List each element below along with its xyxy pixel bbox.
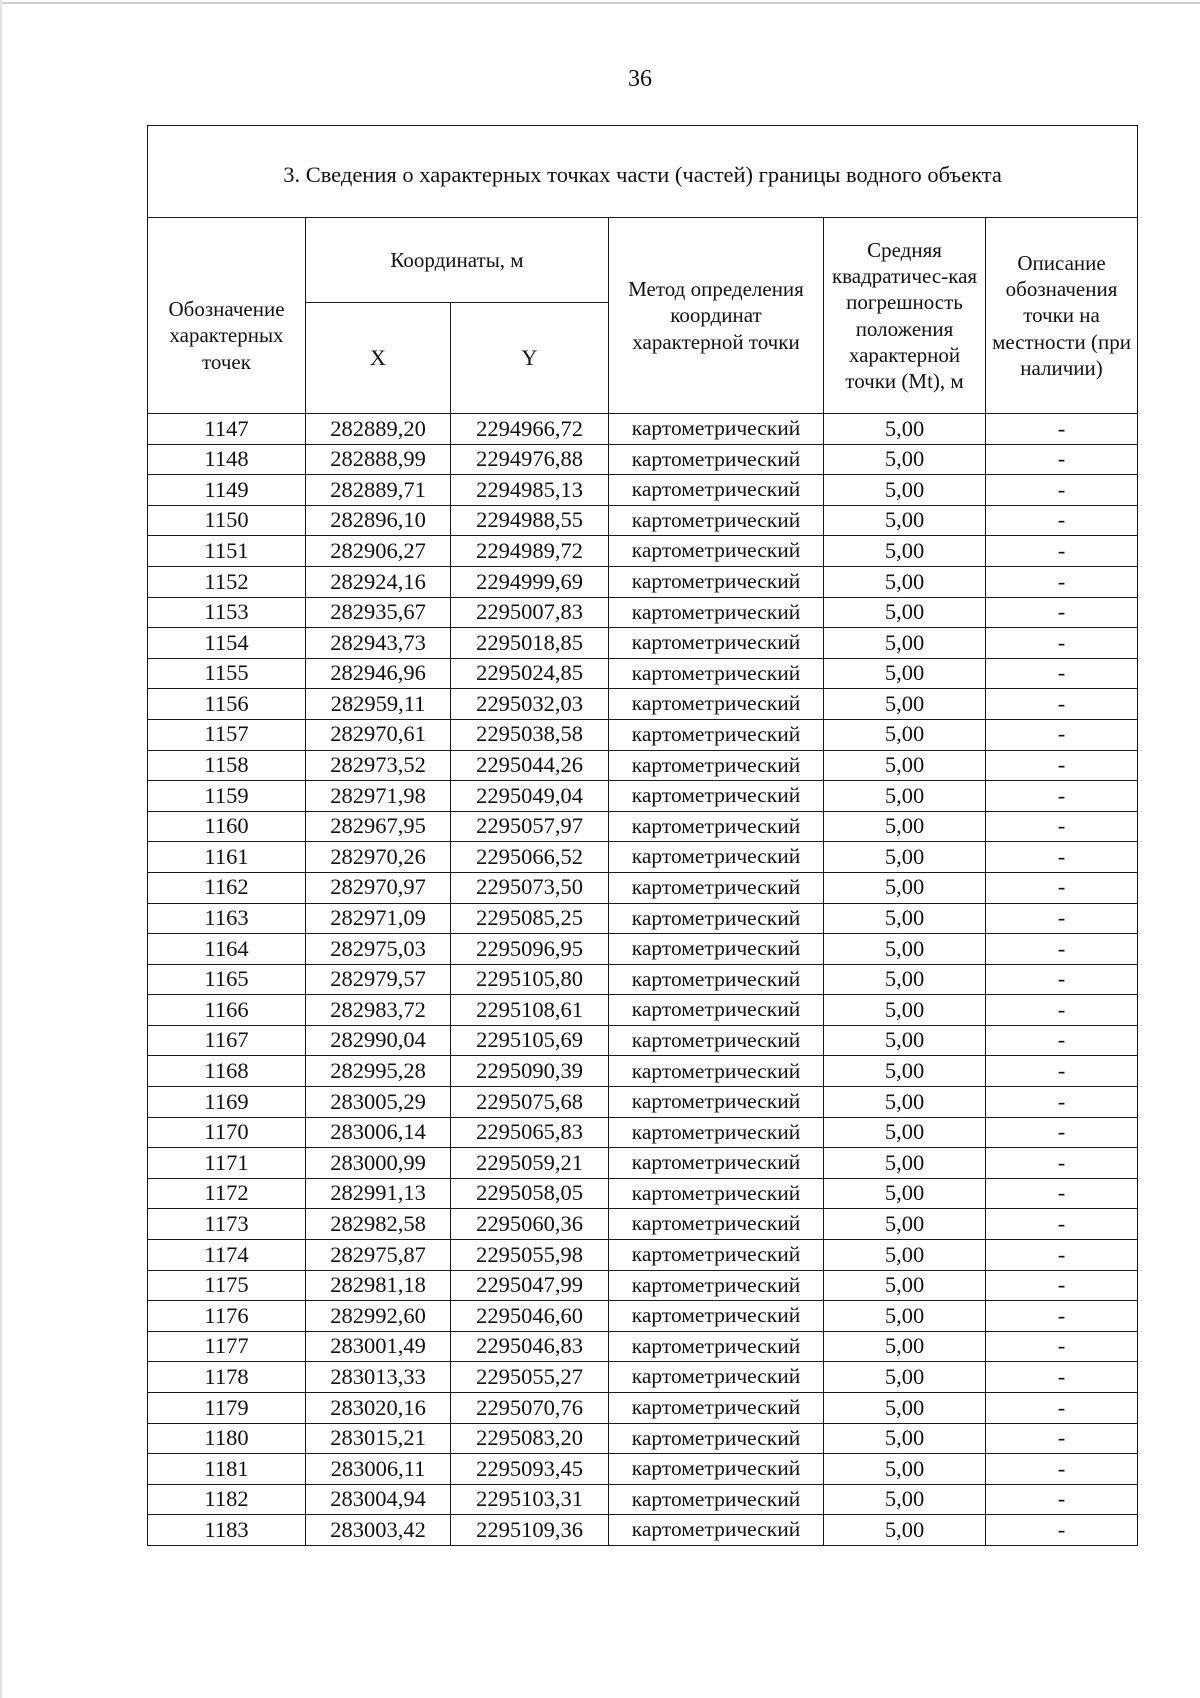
accuracy-cell: 5,00 xyxy=(824,872,986,903)
method-cell: картометрический xyxy=(609,1209,824,1240)
accuracy-cell: 5,00 xyxy=(824,444,986,475)
point-id-cell: 1150 xyxy=(148,505,306,536)
y-coordinate-cell: 2295073,50 xyxy=(451,872,609,903)
description-cell: - xyxy=(986,1454,1138,1485)
accuracy-cell: 5,00 xyxy=(824,1362,986,1393)
point-id-cell: 1160 xyxy=(148,811,306,842)
point-id-cell: 1183 xyxy=(148,1515,306,1546)
point-id-cell: 1153 xyxy=(148,597,306,628)
point-id-cell: 1151 xyxy=(148,536,306,567)
method-cell: картометрический xyxy=(609,1087,824,1118)
x-coordinate-cell: 282981,18 xyxy=(306,1270,451,1301)
description-cell: - xyxy=(986,872,1138,903)
accuracy-cell: 5,00 xyxy=(824,1087,986,1118)
method-cell: картометрический xyxy=(609,1301,824,1332)
method-cell: картометрический xyxy=(609,872,824,903)
point-id-cell: 1161 xyxy=(148,842,306,873)
accuracy-cell: 5,00 xyxy=(824,1209,986,1240)
point-id-cell: 1182 xyxy=(148,1484,306,1515)
accuracy-cell: 5,00 xyxy=(824,475,986,506)
y-coordinate-cell: 2295024,85 xyxy=(451,658,609,689)
accuracy-cell: 5,00 xyxy=(824,781,986,812)
header-accuracy: Средняя квадратичес-кая погрешность положения характерной точки (Mt), м xyxy=(824,218,986,414)
accuracy-cell: 5,00 xyxy=(824,811,986,842)
x-coordinate-cell: 282992,60 xyxy=(306,1301,451,1332)
table-row xyxy=(148,1423,1138,1454)
point-id-cell: 1158 xyxy=(148,750,306,781)
x-coordinate-cell: 282935,67 xyxy=(306,597,451,628)
table-row xyxy=(148,1087,1138,1118)
description-cell: - xyxy=(986,750,1138,781)
table-row xyxy=(148,1025,1138,1056)
table-row xyxy=(148,1117,1138,1148)
x-coordinate-cell: 283006,11 xyxy=(306,1454,451,1485)
accuracy-cell: 5,00 xyxy=(824,628,986,659)
accuracy-cell: 5,00 xyxy=(824,964,986,995)
accuracy-cell: 5,00 xyxy=(824,566,986,597)
method-cell: картометрический xyxy=(609,597,824,628)
method-cell: картометрический xyxy=(609,1025,824,1056)
accuracy-cell: 5,00 xyxy=(824,750,986,781)
table-row xyxy=(148,1484,1138,1515)
scan-artifact-top xyxy=(0,2,1200,4)
table-title: 3. Сведения о характерных точках части (частей) границы водного объекта xyxy=(148,126,1138,218)
x-coordinate-cell: 282946,96 xyxy=(306,658,451,689)
method-cell: картометрический xyxy=(609,1178,824,1209)
y-coordinate-cell: 2295108,61 xyxy=(451,995,609,1026)
method-cell: картометрический xyxy=(609,689,824,720)
point-id-cell: 1163 xyxy=(148,903,306,934)
description-cell: - xyxy=(986,811,1138,842)
point-id-cell: 1177 xyxy=(148,1331,306,1362)
table-row xyxy=(148,658,1138,689)
method-cell: картометрический xyxy=(609,475,824,506)
y-coordinate-cell: 2295049,04 xyxy=(451,781,609,812)
y-coordinate-cell: 2295055,27 xyxy=(451,1362,609,1393)
point-id-cell: 1175 xyxy=(148,1270,306,1301)
point-id-cell: 1179 xyxy=(148,1393,306,1424)
method-cell: картометрический xyxy=(609,1331,824,1362)
table-row xyxy=(148,628,1138,659)
accuracy-cell: 5,00 xyxy=(824,1270,986,1301)
x-coordinate-cell: 282979,57 xyxy=(306,964,451,995)
y-coordinate-cell: 2295058,05 xyxy=(451,1178,609,1209)
y-coordinate-cell: 2295044,26 xyxy=(451,750,609,781)
accuracy-cell: 5,00 xyxy=(824,934,986,965)
description-cell: - xyxy=(986,1270,1138,1301)
method-cell: картометрический xyxy=(609,781,824,812)
table-row xyxy=(148,1209,1138,1240)
accuracy-cell: 5,00 xyxy=(824,597,986,628)
y-coordinate-cell: 2295046,83 xyxy=(451,1331,609,1362)
x-coordinate-cell: 282995,28 xyxy=(306,1056,451,1087)
x-coordinate-cell: 282943,73 xyxy=(306,628,451,659)
method-cell: картометрический xyxy=(609,414,824,445)
x-coordinate-cell: 283001,49 xyxy=(306,1331,451,1362)
method-cell: картометрический xyxy=(609,1393,824,1424)
accuracy-cell: 5,00 xyxy=(824,658,986,689)
point-id-cell: 1156 xyxy=(148,689,306,720)
accuracy-cell: 5,00 xyxy=(824,536,986,567)
description-cell: - xyxy=(986,1209,1138,1240)
method-cell: картометрический xyxy=(609,566,824,597)
point-id-cell: 1178 xyxy=(148,1362,306,1393)
x-coordinate-cell: 283015,21 xyxy=(306,1423,451,1454)
point-id-cell: 1170 xyxy=(148,1117,306,1148)
table-row xyxy=(148,750,1138,781)
method-cell: картометрический xyxy=(609,842,824,873)
table-row xyxy=(148,1331,1138,1362)
accuracy-cell: 5,00 xyxy=(824,1178,986,1209)
method-cell: картометрический xyxy=(609,505,824,536)
table-row xyxy=(148,1362,1138,1393)
table-row xyxy=(148,1454,1138,1485)
x-coordinate-cell: 283004,94 xyxy=(306,1484,451,1515)
point-id-cell: 1152 xyxy=(148,566,306,597)
point-id-cell: 1171 xyxy=(148,1148,306,1179)
table-row xyxy=(148,1178,1138,1209)
x-coordinate-cell: 282975,87 xyxy=(306,1240,451,1271)
description-cell: - xyxy=(986,658,1138,689)
description-cell: - xyxy=(986,781,1138,812)
page-number: 36 xyxy=(628,66,652,92)
accuracy-cell: 5,00 xyxy=(824,1515,986,1546)
y-coordinate-cell: 2295090,39 xyxy=(451,1056,609,1087)
y-coordinate-cell: 2295105,80 xyxy=(451,964,609,995)
y-coordinate-cell: 2295057,97 xyxy=(451,811,609,842)
accuracy-cell: 5,00 xyxy=(824,1423,986,1454)
x-coordinate-cell: 283020,16 xyxy=(306,1393,451,1424)
table-row xyxy=(148,811,1138,842)
accuracy-cell: 5,00 xyxy=(824,689,986,720)
point-id-cell: 1176 xyxy=(148,1301,306,1332)
header-x: X xyxy=(306,303,451,414)
y-coordinate-cell: 2295007,83 xyxy=(451,597,609,628)
x-coordinate-cell: 283003,42 xyxy=(306,1515,451,1546)
accuracy-cell: 5,00 xyxy=(824,1454,986,1485)
table-row xyxy=(148,414,1138,445)
table-row xyxy=(148,1056,1138,1087)
table-row xyxy=(148,903,1138,934)
table-row xyxy=(148,934,1138,965)
point-id-cell: 1173 xyxy=(148,1209,306,1240)
point-id-cell: 1167 xyxy=(148,1025,306,1056)
x-coordinate-cell: 282889,20 xyxy=(306,414,451,445)
table-row xyxy=(148,995,1138,1026)
point-id-cell: 1169 xyxy=(148,1087,306,1118)
table-row xyxy=(148,566,1138,597)
method-cell: картометрический xyxy=(609,1270,824,1301)
accuracy-cell: 5,00 xyxy=(824,1301,986,1332)
point-id-cell: 1180 xyxy=(148,1423,306,1454)
method-cell: картометрический xyxy=(609,750,824,781)
accuracy-cell: 5,00 xyxy=(824,1056,986,1087)
y-coordinate-cell: 2295046,60 xyxy=(451,1301,609,1332)
method-cell: картометрический xyxy=(609,1117,824,1148)
accuracy-cell: 5,00 xyxy=(824,1117,986,1148)
x-coordinate-cell: 282973,52 xyxy=(306,750,451,781)
x-coordinate-cell: 283013,33 xyxy=(306,1362,451,1393)
header-method: Метод определения координат характерной точки xyxy=(609,218,824,414)
table-row xyxy=(148,781,1138,812)
x-coordinate-cell: 282971,09 xyxy=(306,903,451,934)
table-row xyxy=(148,505,1138,536)
table-row xyxy=(148,1301,1138,1332)
y-coordinate-cell: 2295059,21 xyxy=(451,1148,609,1179)
description-cell: - xyxy=(986,1331,1138,1362)
x-coordinate-cell: 283006,14 xyxy=(306,1117,451,1148)
accuracy-cell: 5,00 xyxy=(824,1393,986,1424)
accuracy-cell: 5,00 xyxy=(824,903,986,934)
method-cell: картометрический xyxy=(609,1423,824,1454)
description-cell: - xyxy=(986,505,1138,536)
table-row xyxy=(148,1393,1138,1424)
accuracy-cell: 5,00 xyxy=(824,1148,986,1179)
description-cell: - xyxy=(986,1515,1138,1546)
y-coordinate-cell: 2295070,76 xyxy=(451,1393,609,1424)
description-cell: - xyxy=(986,903,1138,934)
x-coordinate-cell: 282970,26 xyxy=(306,842,451,873)
accuracy-cell: 5,00 xyxy=(824,1331,986,1362)
description-cell: - xyxy=(986,1240,1138,1271)
x-coordinate-cell: 283005,29 xyxy=(306,1087,451,1118)
method-cell: картометрический xyxy=(609,1362,824,1393)
y-coordinate-cell: 2294988,55 xyxy=(451,505,609,536)
description-cell: - xyxy=(986,1148,1138,1179)
x-coordinate-cell: 282889,71 xyxy=(306,475,451,506)
description-cell: - xyxy=(986,1025,1138,1056)
y-coordinate-cell: 2295055,98 xyxy=(451,1240,609,1271)
table-row xyxy=(148,444,1138,475)
method-cell: картометрический xyxy=(609,903,824,934)
description-cell: - xyxy=(986,444,1138,475)
x-coordinate-cell: 282975,03 xyxy=(306,934,451,965)
point-id-cell: 1157 xyxy=(148,719,306,750)
x-coordinate-cell: 282967,95 xyxy=(306,811,451,842)
method-cell: картометрический xyxy=(609,536,824,567)
point-id-cell: 1162 xyxy=(148,872,306,903)
y-coordinate-cell: 2295018,85 xyxy=(451,628,609,659)
description-cell: - xyxy=(986,842,1138,873)
description-cell: - xyxy=(986,414,1138,445)
description-cell: - xyxy=(986,566,1138,597)
y-coordinate-cell: 2295065,83 xyxy=(451,1117,609,1148)
accuracy-cell: 5,00 xyxy=(824,414,986,445)
table-row xyxy=(148,597,1138,628)
method-cell: картометрический xyxy=(609,811,824,842)
method-cell: картометрический xyxy=(609,444,824,475)
y-coordinate-cell: 2295038,58 xyxy=(451,719,609,750)
y-coordinate-cell: 2295105,69 xyxy=(451,1025,609,1056)
table-row xyxy=(148,1270,1138,1301)
x-coordinate-cell: 282959,11 xyxy=(306,689,451,720)
accuracy-cell: 5,00 xyxy=(824,1240,986,1271)
y-coordinate-cell: 2295075,68 xyxy=(451,1087,609,1118)
x-coordinate-cell: 282971,98 xyxy=(306,781,451,812)
scan-artifact-left xyxy=(0,0,2,1698)
y-coordinate-cell: 2294976,88 xyxy=(451,444,609,475)
description-cell: - xyxy=(986,934,1138,965)
method-cell: картометрический xyxy=(609,934,824,965)
header-coordinates: Координаты, м xyxy=(306,218,609,303)
point-id-cell: 1147 xyxy=(148,414,306,445)
y-coordinate-cell: 2295066,52 xyxy=(451,842,609,873)
method-cell: картометрический xyxy=(609,1240,824,1271)
table-row xyxy=(148,536,1138,567)
description-cell: - xyxy=(986,1393,1138,1424)
table-row xyxy=(148,475,1138,506)
y-coordinate-cell: 2295109,36 xyxy=(451,1515,609,1546)
y-coordinate-cell: 2295083,20 xyxy=(451,1423,609,1454)
method-cell: картометрический xyxy=(609,1148,824,1179)
x-coordinate-cell: 282906,27 xyxy=(306,536,451,567)
table-row xyxy=(148,1240,1138,1271)
point-id-cell: 1165 xyxy=(148,964,306,995)
accuracy-cell: 5,00 xyxy=(824,505,986,536)
method-cell: картометрический xyxy=(609,1484,824,1515)
description-cell: - xyxy=(986,1117,1138,1148)
x-coordinate-cell: 282990,04 xyxy=(306,1025,451,1056)
x-coordinate-cell: 282991,13 xyxy=(306,1178,451,1209)
accuracy-cell: 5,00 xyxy=(824,995,986,1026)
point-id-cell: 1155 xyxy=(148,658,306,689)
description-cell: - xyxy=(986,475,1138,506)
description-cell: - xyxy=(986,628,1138,659)
method-cell: картометрический xyxy=(609,628,824,659)
x-coordinate-cell: 282970,61 xyxy=(306,719,451,750)
y-coordinate-cell: 2295047,99 xyxy=(451,1270,609,1301)
description-cell: - xyxy=(986,964,1138,995)
y-coordinate-cell: 2295085,25 xyxy=(451,903,609,934)
method-cell: картометрический xyxy=(609,995,824,1026)
point-id-cell: 1172 xyxy=(148,1178,306,1209)
method-cell: картометрический xyxy=(609,719,824,750)
x-coordinate-cell: 282983,72 xyxy=(306,995,451,1026)
y-coordinate-cell: 2294985,13 xyxy=(451,475,609,506)
table-row xyxy=(148,1515,1138,1546)
point-id-cell: 1159 xyxy=(148,781,306,812)
x-coordinate-cell: 282924,16 xyxy=(306,566,451,597)
point-id-cell: 1154 xyxy=(148,628,306,659)
description-cell: - xyxy=(986,536,1138,567)
description-cell: - xyxy=(986,1056,1138,1087)
y-coordinate-cell: 2294966,72 xyxy=(451,414,609,445)
method-cell: картометрический xyxy=(609,1454,824,1485)
method-cell: картометрический xyxy=(609,658,824,689)
y-coordinate-cell: 2295060,36 xyxy=(451,1209,609,1240)
table-row xyxy=(148,689,1138,720)
table-row xyxy=(148,719,1138,750)
description-cell: - xyxy=(986,1178,1138,1209)
table-row xyxy=(148,1148,1138,1179)
accuracy-cell: 5,00 xyxy=(824,1025,986,1056)
x-coordinate-cell: 282970,97 xyxy=(306,872,451,903)
description-cell: - xyxy=(986,719,1138,750)
y-coordinate-cell: 2294989,72 xyxy=(451,536,609,567)
point-id-cell: 1166 xyxy=(148,995,306,1026)
point-id-cell: 1164 xyxy=(148,934,306,965)
x-coordinate-cell: 283000,99 xyxy=(306,1148,451,1179)
method-cell: картометрический xyxy=(609,1515,824,1546)
description-cell: - xyxy=(986,689,1138,720)
point-id-cell: 1148 xyxy=(148,444,306,475)
header-point-designation: Обозначение характерных точек xyxy=(148,218,306,414)
point-id-cell: 1149 xyxy=(148,475,306,506)
description-cell: - xyxy=(986,1087,1138,1118)
y-coordinate-cell: 2295093,45 xyxy=(451,1454,609,1485)
point-id-cell: 1174 xyxy=(148,1240,306,1271)
description-cell: - xyxy=(986,1484,1138,1515)
y-coordinate-cell: 2295103,31 xyxy=(451,1484,609,1515)
table-row xyxy=(148,964,1138,995)
header-description: Описание обозначения точки на местности (при наличии) xyxy=(986,218,1138,414)
x-coordinate-cell: 282888,99 xyxy=(306,444,451,475)
header-y: Y xyxy=(451,303,609,414)
description-cell: - xyxy=(986,1301,1138,1332)
accuracy-cell: 5,00 xyxy=(824,842,986,873)
point-id-cell: 1168 xyxy=(148,1056,306,1087)
accuracy-cell: 5,00 xyxy=(824,719,986,750)
y-coordinate-cell: 2295096,95 xyxy=(451,934,609,965)
x-coordinate-cell: 282982,58 xyxy=(306,1209,451,1240)
table-row xyxy=(148,872,1138,903)
method-cell: картометрический xyxy=(609,964,824,995)
description-cell: - xyxy=(986,1423,1138,1454)
accuracy-cell: 5,00 xyxy=(824,1484,986,1515)
y-coordinate-cell: 2294999,69 xyxy=(451,566,609,597)
x-coordinate-cell: 282896,10 xyxy=(306,505,451,536)
table-row xyxy=(148,842,1138,873)
table-body xyxy=(148,414,1138,1546)
y-coordinate-cell: 2295032,03 xyxy=(451,689,609,720)
description-cell: - xyxy=(986,995,1138,1026)
method-cell: картометрический xyxy=(609,1056,824,1087)
description-cell: - xyxy=(986,597,1138,628)
points-table xyxy=(147,125,1138,1546)
point-id-cell: 1181 xyxy=(148,1454,306,1485)
description-cell: - xyxy=(986,1362,1138,1393)
